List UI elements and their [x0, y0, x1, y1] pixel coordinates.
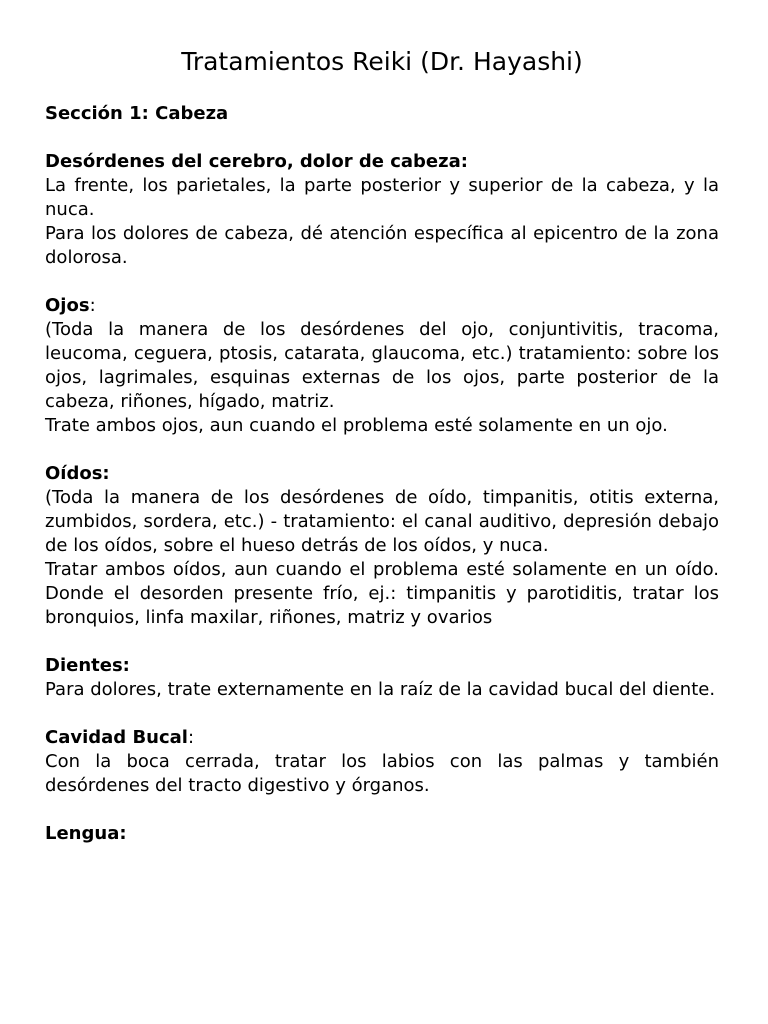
section-title: Sección 1: Cabeza	[45, 103, 229, 124]
heading-text: Ojos	[45, 295, 90, 316]
heading-text: Cavidad Bucal	[45, 727, 188, 748]
block-paragraph: Tratar ambos oídos, aun cuando el problema esté solamente en un oído. Donde el desorden presente frío, ej.: timpanitis y parotiditis, tratar los bronquios, linfa maxilar, riñones, matriz y ovarios	[45, 559, 719, 628]
heading-text: Oídos:	[45, 463, 110, 484]
heading-text: Lengua:	[45, 823, 127, 844]
block-heading	[45, 294, 719, 318]
block-tongue	[45, 822, 719, 846]
block-paragraph: (Toda la manera de los desórdenes del ojo, conjuntivitis, tracoma, leucoma, ceguera, ptosis, catarata, glaucoma, etc.) tratamiento: sobre los ojos, lagrimales, esquinas externas de los ojos, parte posterior de la cabeza, riñones, hígado, matriz.	[45, 319, 719, 412]
block-eyes	[45, 294, 719, 438]
block-brain-headache	[45, 150, 719, 270]
block-heading	[45, 462, 719, 486]
block-paragraph: Para dolores, trate externamente en la raíz de la cavidad bucal del diente.	[45, 679, 716, 700]
block-paragraph: Con la boca cerrada, tratar los labios con las palmas y también desórdenes del tracto digestivo y órganos.	[45, 751, 719, 796]
block-paragraph: Trate ambos ojos, aun cuando el problema esté solamente en un ojo.	[45, 415, 668, 436]
block-paragraph: (Toda la manera de los desórdenes de oído, timpanitis, otitis externa, zumbidos, sordera, etc.) - tratamiento: el canal auditivo, depresión debajo de los oídos, sobre el hueso detrás de los oídos, y nuca.	[45, 487, 719, 556]
block-oral-cavity	[45, 726, 719, 798]
block-teeth	[45, 654, 719, 702]
heading-text: Desórdenes del cerebro, dolor de cabeza:	[45, 151, 468, 172]
heading-text: Dientes:	[45, 655, 130, 676]
block-heading	[45, 654, 719, 678]
heading-suffix: :	[89, 295, 96, 316]
block-heading	[45, 150, 719, 174]
block-paragraph: La frente, los parietales, la parte posterior y superior de la cabeza, y la nuca.	[45, 175, 719, 220]
document-page	[45, 44, 719, 846]
block-heading	[45, 822, 719, 846]
block-heading	[45, 726, 719, 750]
document-title: Tratamientos Reiki (Dr. Hayashi)	[181, 47, 583, 76]
block-paragraph: Para los dolores de cabeza, dé atención específica al epicentro de la zona dolorosa.	[45, 223, 719, 268]
heading-suffix: :	[187, 727, 195, 748]
block-ears	[45, 462, 719, 630]
